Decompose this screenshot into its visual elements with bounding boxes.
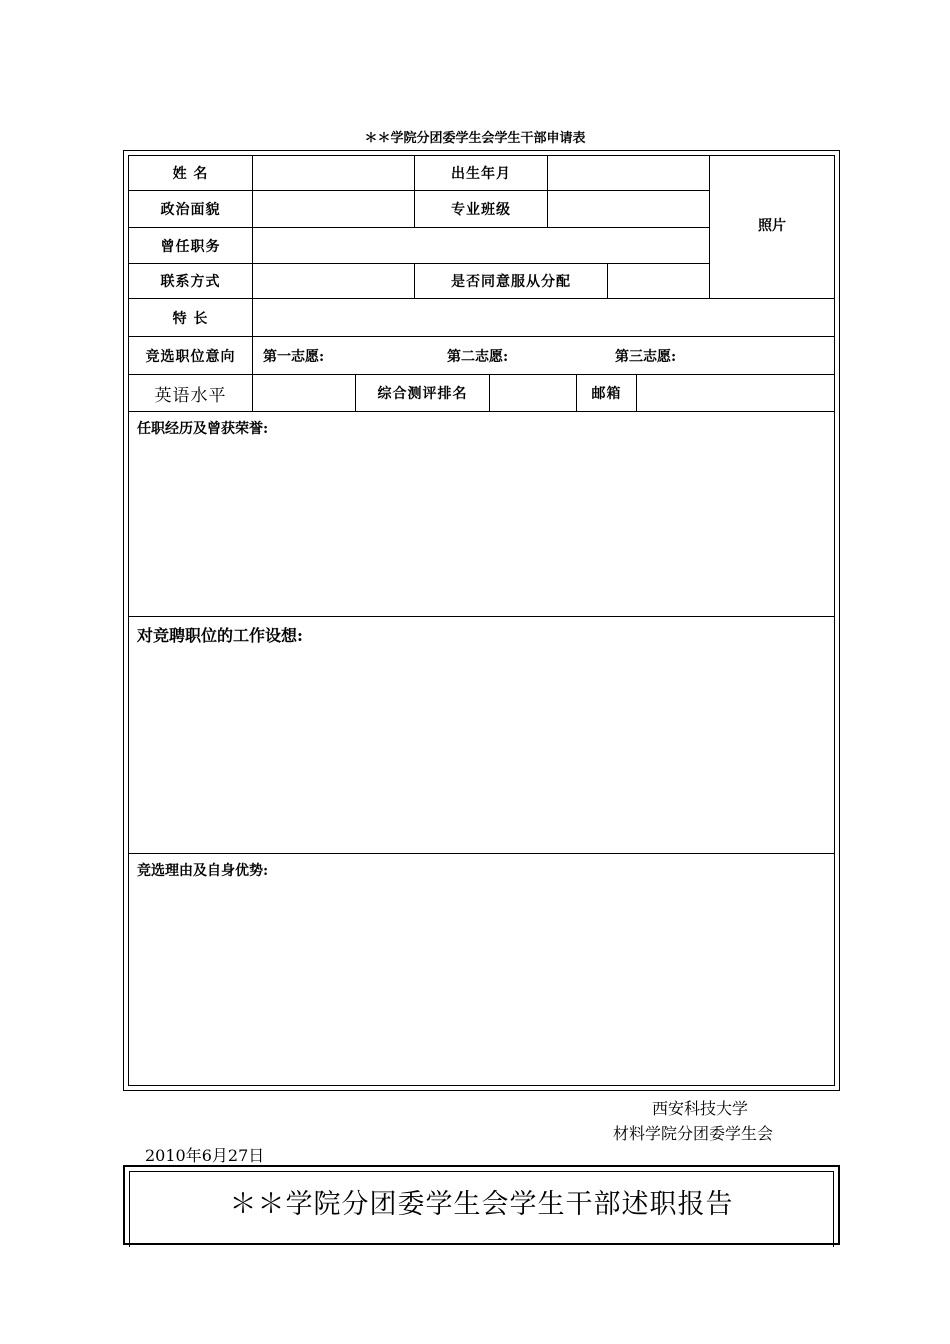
form-grid — [128, 155, 835, 1086]
assignment-label: 是否同意服从分配 — [415, 264, 608, 299]
photo-label: 照片 — [758, 218, 786, 234]
email-field[interactable] — [637, 375, 834, 412]
specialty-label: 特 长 — [129, 299, 253, 337]
political-label: 政治面貌 — [129, 191, 253, 228]
birth-label: 出生年月 — [415, 156, 548, 191]
footer-university: 西安科技大学 — [652, 1099, 749, 1118]
report-header-inner — [129, 1171, 834, 1247]
ranking-label: 综合测评排名 — [356, 375, 490, 412]
report-header-box — [123, 1165, 840, 1245]
assignment-field[interactable] — [608, 264, 710, 299]
plan-area[interactable] — [129, 617, 834, 854]
contact-label: 联系方式 — [129, 264, 253, 299]
reason-label: 竞选理由及自身优势: — [137, 863, 269, 879]
name-field[interactable] — [253, 156, 415, 191]
english-label: 英语水平 — [129, 375, 253, 412]
choice1-label: 第一志愿: — [263, 348, 325, 365]
application-form — [123, 150, 840, 1091]
name-label: 姓 名 — [129, 156, 253, 191]
form-title: ＊＊学院分团委学生会学生干部申请表 — [364, 131, 586, 146]
report-title: ＊＊学院分团委学生会学生干部述职报告 — [229, 1189, 734, 1220]
footer-date: 2010年6月27日 — [145, 1146, 265, 1165]
intention-field[interactable] — [253, 337, 834, 375]
former-post-label: 曾任职务 — [129, 228, 253, 264]
english-field[interactable] — [253, 375, 356, 412]
major-field[interactable] — [548, 191, 710, 228]
former-post-field[interactable] — [253, 228, 710, 264]
plan-label: 对竞聘职位的工作设想: — [137, 626, 303, 645]
birth-field[interactable] — [548, 156, 710, 191]
ranking-field[interactable] — [490, 375, 577, 412]
experience-area[interactable] — [129, 412, 834, 617]
reason-area[interactable] — [129, 854, 834, 1087]
contact-field[interactable] — [253, 264, 415, 299]
experience-label: 任职经历及曾获荣誉: — [137, 421, 269, 437]
choice3-label: 第三志愿: — [615, 348, 677, 365]
footer-organization: 材料学院分团委学生会 — [613, 1124, 774, 1143]
intention-label: 竞选职位意向 — [129, 337, 253, 375]
email-label: 邮箱 — [577, 375, 637, 412]
major-label: 专业班级 — [415, 191, 548, 228]
photo-box — [710, 156, 834, 299]
political-field[interactable] — [253, 191, 415, 228]
specialty-field[interactable] — [253, 299, 834, 337]
choice2-label: 第二志愿: — [447, 348, 509, 365]
